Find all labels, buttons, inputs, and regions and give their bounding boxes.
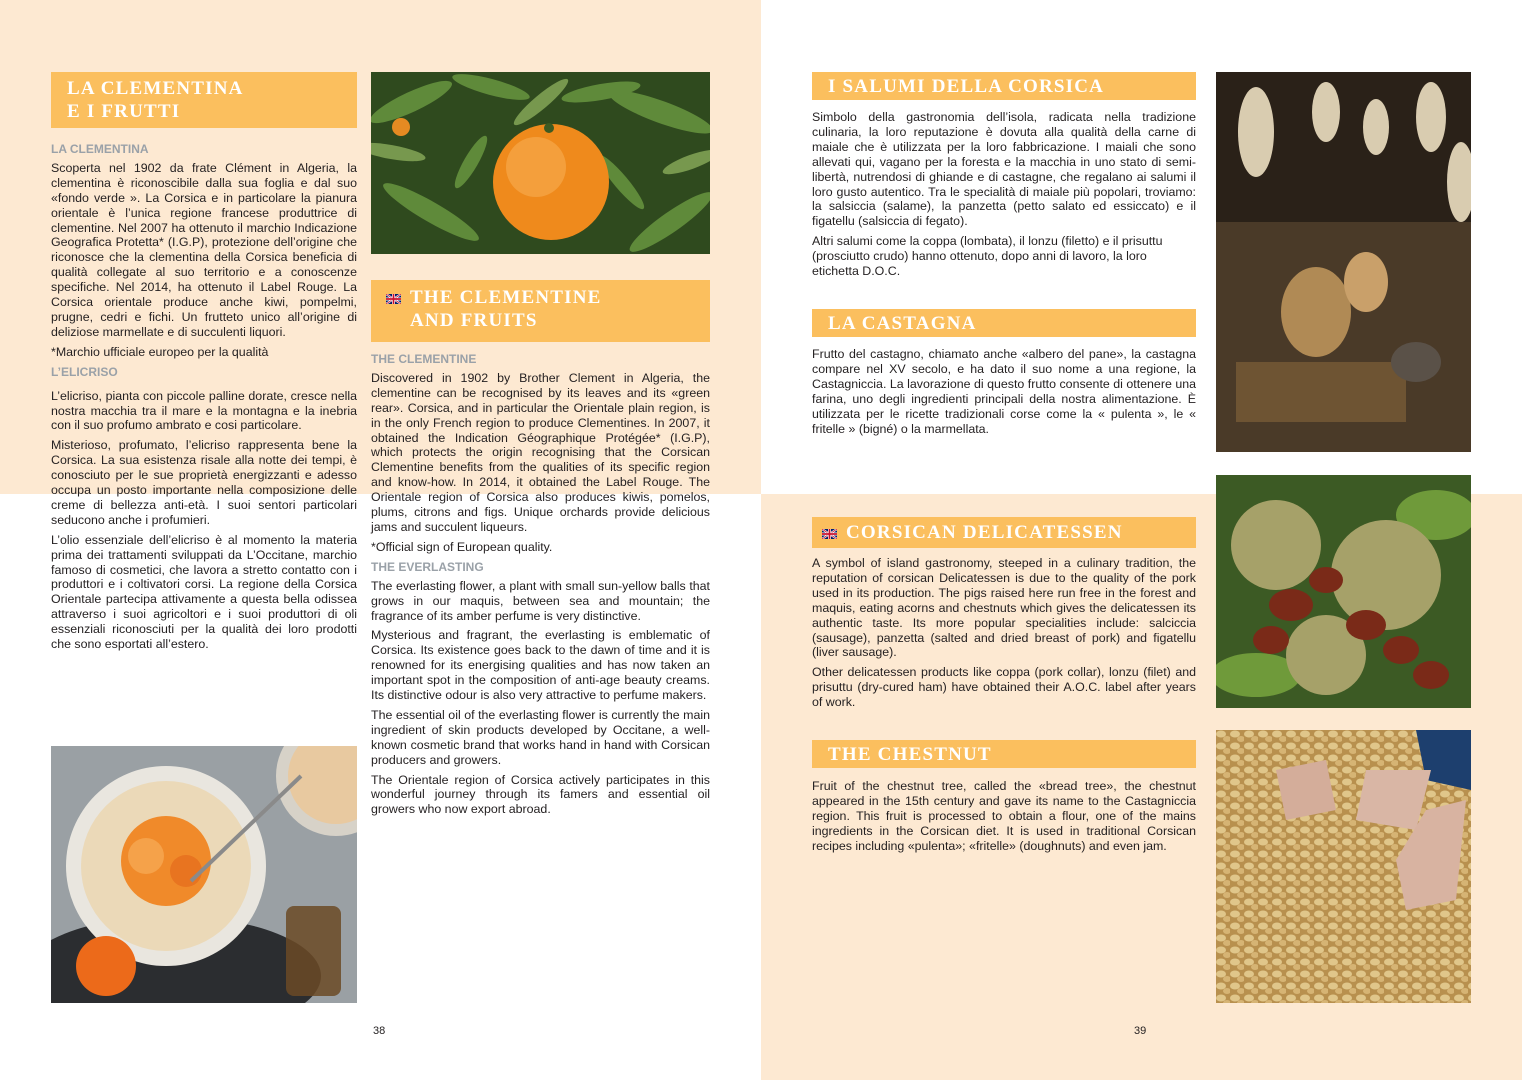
chestnut-text bbox=[812, 779, 1196, 859]
header-text: THE CHESTNUT bbox=[828, 744, 992, 765]
uk-flag-icon bbox=[822, 526, 837, 536]
subheading: L’ELICRISO bbox=[51, 364, 118, 379]
chestnuts-photo bbox=[1216, 475, 1471, 708]
paragraph: A symbol of island gastronomy, steeped in a culinary tradition, the reputation of corsican Delicatessen is due to the quality of the pork used in its production. The pigs raised here run free in the forest and maquis, eating acorns and chestnuts which gives the delicatessen its authentic taste. Its more popular specialities include: salciccia (sausage), panzetta (salted and dried breast of pork) and figatellu (liver sausage). bbox=[812, 556, 1196, 660]
paragraph: Misterioso, profumato, l’elicriso rappresenta bene la Corsica. La sua esistenza risale alla notte dei tempi, è conosciuto per le sue proprietà energizzanti e adesso occupa un posto importante nella composizione delle creme di bellezza anti-età. I suoi sentori particolari seducono anche i profumieri. bbox=[51, 438, 357, 527]
header-clementine-en bbox=[371, 280, 710, 342]
header-chestnut bbox=[812, 740, 1196, 768]
header-delicatessen bbox=[812, 517, 1196, 548]
footnote: *Official sign of European quality. bbox=[371, 539, 553, 554]
paragraph: L’olio essenziale dell’elicriso è al momento la materia prima dei trattamenti sviluppati da L’Occitane, marchio famoso di cosmetici, che lavora a stretto contatto con i produttori e i coltivatori corsi. La regione della Corsica Orientale partecipa attivamente a questa bella odissea attraverso i suoi agricoltori e i suoi produttori di oli essenziali riconosciuti per la qualità dei loro prodotti che sono esportati all’estero. bbox=[51, 532, 357, 652]
page-number: 39 bbox=[1134, 1025, 1147, 1037]
header-text: CORSICAN DELICATESSEN bbox=[846, 522, 1123, 543]
paragraph: Fruit of the chestnut tree, called the «bread tree», the chestnut appeared in the 15th century and gave its name to the Castagniccia region. This fruit is processed to obtain a flour, one of the mains ingredients in the Corsican diet. It is used in traditional Corsican recipes including «pulenta»; «fritelle» (doughnuts) and even jam. bbox=[812, 779, 1196, 853]
paragraph: Mysterious and fragrant, the everlasting is emblematic of Corsica. Its existence goes back to the dawn of time and it is renowned for its energising qualities and has now taken an important spot in the composition of anti-age beauty creams. Its distinctive odour is also very attractive to perfume makers. bbox=[371, 628, 710, 703]
subheading: LA CLEMENTINA bbox=[51, 142, 149, 156]
footnote: *Marchio ufficiale europeo per la qualità bbox=[51, 344, 269, 359]
delicatessen-text bbox=[812, 556, 1196, 715]
page-number: 38 bbox=[373, 1025, 386, 1037]
dried-chestnuts-hands-photo bbox=[1216, 730, 1471, 1003]
paragraph: The Orientale region of Corsica actively participates in this wonderful journey through its famers and essential oil growers who now export abroad. bbox=[371, 772, 710, 817]
uk-flag-icon bbox=[386, 291, 401, 301]
castagna-text bbox=[812, 347, 1196, 441]
paragraph: The everlasting flower, a plant with small sun-yellow balls that grows in our maquis, between sea and mountain; the fragrance of its amber perfume is very distinctive. bbox=[371, 578, 710, 623]
subheading: THE CLEMENTINE bbox=[371, 352, 477, 366]
header-salumi bbox=[812, 72, 1196, 100]
paragraph: L’elicriso, pianta con piccole palline dorate, cresce nella nostra macchia tra il mare e la montagna e la inebria con il suo profumo ambrato e cosi particolare. bbox=[51, 388, 357, 433]
paragraph: The essential oil of the everlasting flower is currently the main ingredient of skin products developed by Occitane, a well-known cosmetic brand that works hand in hand with Corsican producers and growers. bbox=[371, 707, 710, 767]
paragraph: Frutto del castagno, chiamato anche «albero del pane», la castagna compare nel XV secolo, e ha dato il suo nome a una regione, la Castagniccia. La lavorazione di questo frutto consente di ottenere una farina, uno degli ingredienti principali della nostra alimentazione. È utilizzata per le ricette tradizionali corse come la « pulenta », le « fritelle » (bigné) o la marmellata. bbox=[812, 347, 1196, 436]
paragraph: Discovered in 1902 by Brother Clement in Algeria, the clementine can be recognised by its leaves and its «green rear». Corsica, and in particular the Orientale plain region, is in the only French region to produce Clementines. In 2007, it obtained the Indication Géographique Protégée* (I.G.P), which protects the origin recognising that the Corsican Clementine benefits from the qualities of its specific region and know-how. In 2014, it obtained the Label Rouge. The Orientale region of Corsica also produces kiwis, pomelos, plums, citrons and figs. Unique orchards provide delicious jams and succulent liqueurs. bbox=[371, 370, 710, 534]
subheading: THE EVERLASTING bbox=[371, 559, 484, 574]
paragraph: Other delicatessen products like coppa (pork collar), lonzu (filet) and prisuttu (dry-cured ham) have obtained their A.O.C. label after years of work. bbox=[812, 665, 1196, 710]
header-text: LA CASTAGNA bbox=[828, 313, 977, 334]
header-text: I SALUMI DELLA CORSICA bbox=[828, 76, 1105, 97]
paragraph: Simbolo della gastronomia dell’isola, radicata nella tradizione culinaria, la loro reputazione è dovuta alla qualità della carne di maiale che è utilizzata per la loro fabbricazione. I maiali che sono allevati qui, vagano per la foresta e la macchia in uno stato di semi-libertà, nutrendosi di ghiande e di castagne, che regalano ai salumi il loro gusto autentico. Tra le specialità di maiale più popolari, troviamo: la salsiccia (salame), la panzetta (petto salato ed essiccato) e il figatellu (salsiccia di fegato). bbox=[812, 110, 1196, 229]
cured-hams-cellar-photo bbox=[1216, 72, 1471, 452]
header-text: THE CLEMENTINE AND FRUITS bbox=[410, 287, 602, 331]
header-text: LA CLEMENTINA E I FRUTTI bbox=[67, 78, 244, 122]
english-column bbox=[371, 348, 710, 822]
header-clementina-it bbox=[51, 72, 357, 128]
italian-column bbox=[51, 138, 357, 657]
clementine-tree-photo bbox=[371, 72, 710, 254]
paragraph: Altri salumi come la coppa (lombata), il lonzu (filetto) e il prisuttu (prosciutto crudo) hanno ottenuto, dopo anni di lavoro, la loro etichetta D.O.C. bbox=[812, 234, 1163, 279]
header-castagna bbox=[812, 309, 1196, 337]
salumi-text bbox=[812, 110, 1196, 284]
dessert-photo bbox=[51, 746, 357, 1003]
paragraph: Scoperta nel 1902 da frate Clément in Algeria, la clementina è riconoscibile dalla sua foglia e dal suo «fondo verde ». La Corsica e in particolare la pianura orientale è l’unica regione francese produttrice di clementine. Nel 2007 ha ottenuto il marchio Indicazione Geografica Protetta* (I.G.P), protezione dell’origine che riconosce che la clementina della Corsica beneficia di qualità collegate al suo territorio e a conoscenze specifiche. Nel 2014, ha ottenuto il Label Rouge. La Corsica orientale produce anche kiwi, pompelmi, prugne, cedri e fichi. Un frutteto unico all’origine di deliziose marmellate e di succulenti liquori. bbox=[51, 160, 357, 339]
